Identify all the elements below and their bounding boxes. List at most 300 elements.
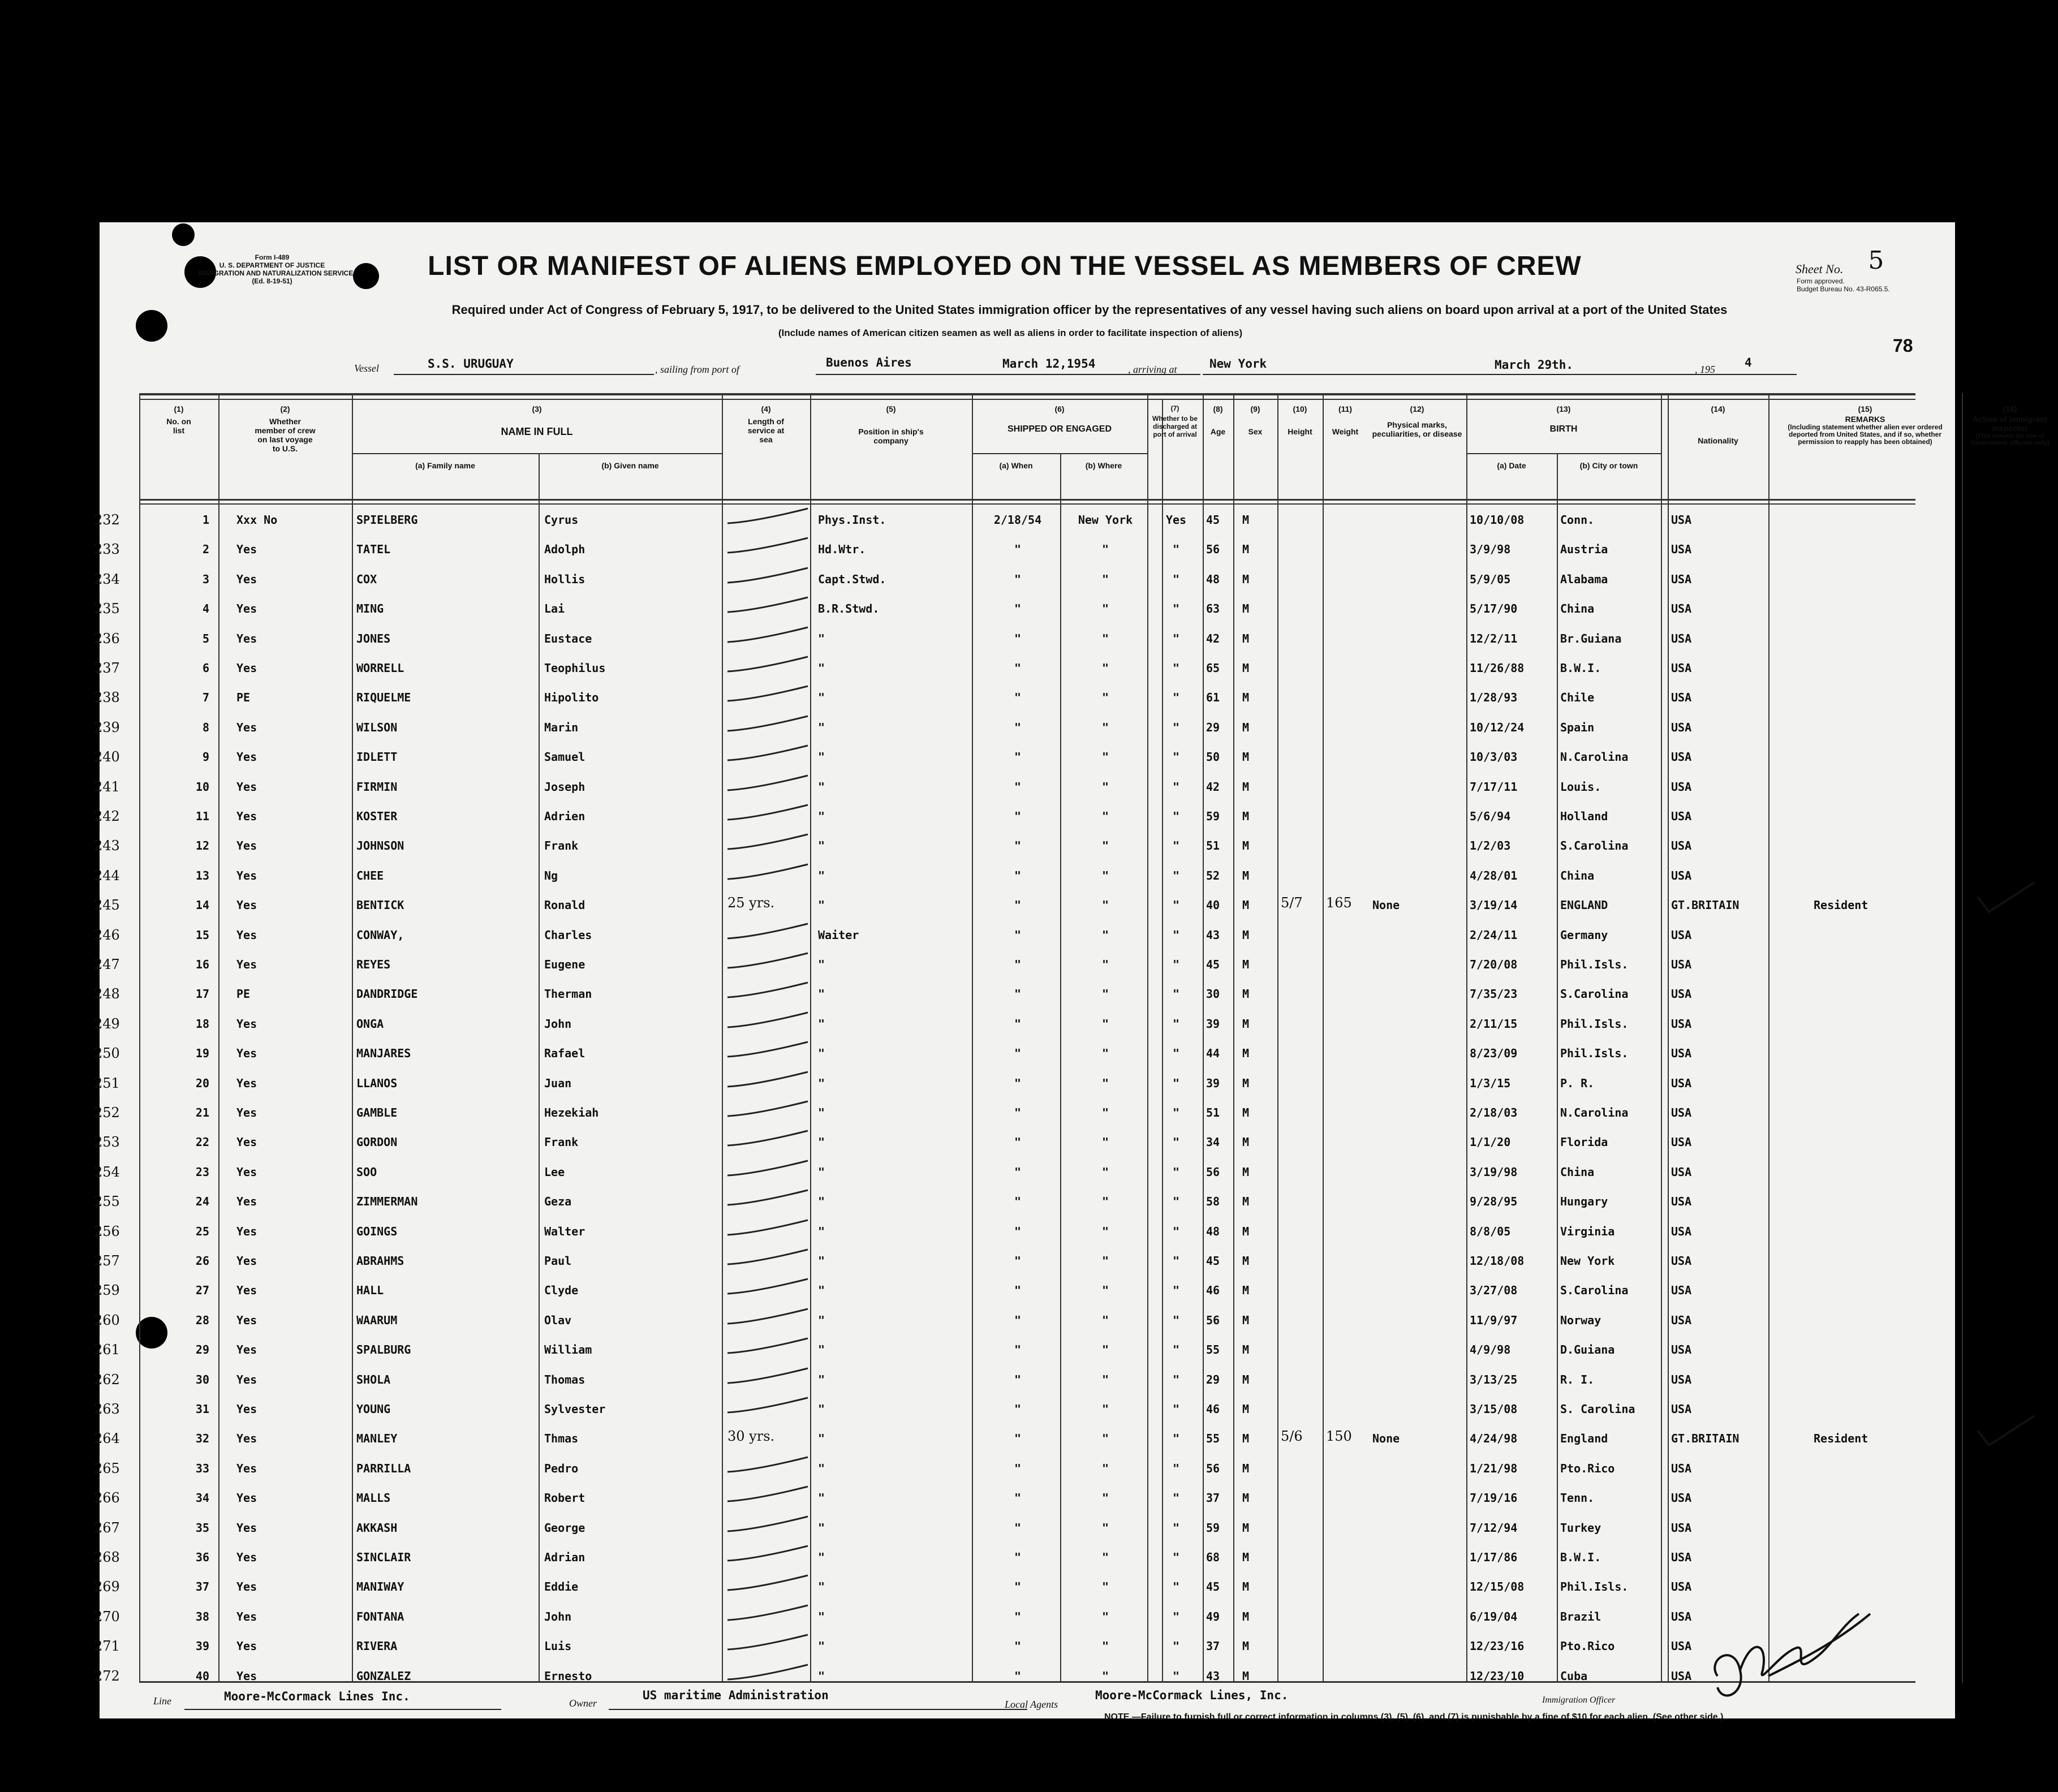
pen-stroke: [725, 1187, 810, 1209]
cell-bdate: 6/19/04: [1470, 1609, 1518, 1623]
cell-age: 39: [1206, 1016, 1220, 1031]
cell-age: 61: [1206, 691, 1220, 705]
cell-bdate: 4/9/98: [1470, 1343, 1511, 1357]
cell-age: 63: [1206, 602, 1220, 616]
cell-family: TATEL: [356, 542, 391, 557]
pen-stroke: [725, 1306, 810, 1328]
cell-position: ": [818, 691, 825, 705]
cell-when: ": [1014, 1283, 1022, 1298]
cell-sex: M: [1242, 750, 1250, 764]
header-col-10-number: (10): [1293, 404, 1307, 413]
cell-position: ": [818, 1461, 825, 1475]
cell-no: 1: [202, 513, 209, 527]
cell-nat: USA: [1671, 868, 1692, 882]
cell-when: ": [1014, 631, 1022, 645]
cell-prev: Yes: [236, 898, 257, 912]
cell-disch: ": [1172, 1165, 1180, 1179]
cell-prev: Yes: [236, 1135, 257, 1149]
cell-no: 40: [195, 1669, 209, 1683]
cell-position: Capt.Stwd.: [818, 572, 886, 586]
cell-no: 23: [195, 1165, 209, 1179]
cell-position: ": [818, 1254, 825, 1268]
cell-sex: M: [1242, 720, 1250, 734]
cell-disch: ": [1172, 1550, 1180, 1564]
cell-disch: ": [1172, 1639, 1180, 1653]
cell-where: ": [1101, 1135, 1109, 1149]
cell-when: ": [1014, 720, 1022, 734]
cell-nat: USA: [1671, 1402, 1692, 1416]
cell-where: ": [1101, 1639, 1109, 1653]
cell-when: ": [1014, 1491, 1022, 1505]
pen-stroke: [725, 505, 810, 528]
cell-prev: Yes: [236, 958, 257, 971]
cell-prev: Yes: [236, 1076, 257, 1090]
cell-nat: USA: [1671, 1669, 1692, 1683]
cell-sex: M: [1242, 1461, 1250, 1475]
cell-given: Hipolito: [544, 691, 599, 705]
cell-no: 22: [195, 1135, 209, 1149]
header-height: [1277, 404, 1323, 436]
cell-age: 45: [1206, 1254, 1220, 1268]
cell-nat: USA: [1671, 1491, 1692, 1505]
header-col-6-number: (6): [1054, 404, 1065, 413]
cell-prev: Yes: [236, 1165, 257, 1179]
cell-age: 68: [1206, 1550, 1220, 1564]
cell-sex: M: [1242, 661, 1250, 675]
cell-no: 3: [202, 572, 209, 586]
cell-prev: Yes: [236, 1254, 257, 1268]
cell-where: ": [1101, 1046, 1109, 1061]
header-family-name: (a) Family name: [415, 461, 475, 470]
table-row: [94, 716, 1915, 746]
cell-disch: ": [1172, 1609, 1180, 1623]
document-title: LIST OR MANIFEST OF ALIENS EMPLOYED ON THE VESSEL AS MEMBERS OF CREW: [428, 251, 1582, 281]
cell-when: ": [1014, 987, 1022, 1001]
header-col-14-number: (14): [1711, 404, 1725, 413]
header-birth-city: (b) City or town: [1579, 461, 1638, 470]
cell-disch: ": [1172, 1461, 1180, 1475]
cell-family: AKKASH: [356, 1520, 398, 1535]
cell-age: 59: [1206, 1520, 1220, 1535]
cell-age: 39: [1206, 1076, 1220, 1090]
sequence-number: 249: [94, 1015, 120, 1032]
cell-sex: M: [1242, 691, 1250, 705]
sequence-number: 235: [94, 601, 120, 617]
cell-bplace: Phil.Isls.: [1560, 1016, 1629, 1031]
cell-bplace: Hungary: [1560, 1195, 1608, 1209]
cell-position: ": [818, 1372, 825, 1386]
cell-nat: USA: [1671, 602, 1692, 616]
cell-where: ": [1101, 572, 1109, 586]
header-col-9-number: (9): [1250, 404, 1260, 413]
header-col-15-sublabel: (Including statement whether alien ever ordered deported from United States, and if so, whether permission to reapply has been obtained): [1788, 423, 1943, 446]
cell-when: ": [1014, 1165, 1022, 1179]
arrival-port: New York: [1209, 357, 1267, 371]
cell-sex: M: [1242, 1313, 1250, 1327]
cell-bplace: England: [1560, 1432, 1608, 1446]
cell-bplace: Germany: [1560, 928, 1608, 942]
cell-prev: Yes: [236, 661, 257, 675]
cell-nat: USA: [1671, 1195, 1692, 1209]
cell-no: 29: [195, 1343, 209, 1357]
cell-bdate: 1/28/93: [1470, 691, 1518, 705]
cell-bdate: 5/6/94: [1470, 809, 1511, 823]
table-row: [94, 953, 1915, 983]
sequence-number: 271: [94, 1638, 120, 1655]
cell-where: ": [1101, 779, 1109, 794]
header-col-11-label: Weight: [1332, 427, 1359, 436]
cell-given: Lee: [544, 1165, 565, 1179]
cell-bdate: 2/18/03: [1470, 1106, 1518, 1119]
header-nationality: [1668, 404, 1768, 445]
header-col-15-number: (15): [1858, 404, 1872, 413]
cell-bdate: 3/15/08: [1470, 1402, 1518, 1416]
check-mark-icon: [1972, 880, 2040, 914]
cell-prev: Yes: [236, 779, 257, 794]
sequence-number: 238: [94, 690, 120, 706]
cell-bdate: 4/28/01: [1470, 868, 1518, 882]
cell-where: ": [1101, 928, 1109, 942]
pen-stroke: [725, 1069, 810, 1091]
cell-prev: Yes: [236, 839, 257, 853]
cell-prev: Yes: [236, 631, 257, 645]
pen-stroke: [725, 624, 810, 647]
form-edition: (Ed. 8-19-51): [252, 277, 292, 285]
pen-stroke: [725, 1454, 810, 1476]
sequence-number: 248: [94, 986, 120, 1002]
cell-nat: USA: [1671, 1580, 1692, 1594]
cell-prev: Yes: [236, 1669, 257, 1683]
table-row: [94, 1398, 1915, 1427]
cell-given: Ronald: [544, 898, 585, 912]
cell-remarks: Resident: [1814, 898, 1868, 912]
sequence-number: 263: [94, 1401, 120, 1417]
cell-when: ": [1014, 868, 1022, 882]
cell-family: IDLETT: [356, 750, 398, 764]
cell-bdate: 1/3/15: [1470, 1076, 1511, 1090]
cell-given: Adrien: [544, 809, 585, 823]
cell-sex: M: [1242, 958, 1250, 971]
cell-when: ": [1014, 1402, 1022, 1416]
pen-stroke: [725, 713, 810, 735]
approval-block: [1797, 277, 1890, 293]
cell-prev: Yes: [236, 1195, 257, 1209]
cell-prev: Yes: [236, 1313, 257, 1327]
sequence-number: 234: [94, 571, 120, 587]
cell-bdate: 8/8/05: [1470, 1224, 1511, 1238]
cell-nat: USA: [1671, 720, 1692, 734]
header-weight: [1323, 404, 1368, 436]
pen-stroke: [725, 1631, 810, 1654]
cell-when: ": [1014, 779, 1022, 794]
cell-position: ": [818, 1580, 825, 1594]
cell-age: 55: [1206, 1343, 1220, 1357]
cell-given: Teophilus: [544, 661, 606, 675]
pen-stroke: [725, 861, 810, 884]
approval-line-2: Budget Bureau No. 43-R065.5.: [1797, 285, 1890, 293]
cell-sex: M: [1242, 1343, 1250, 1357]
cell-given: Walter: [544, 1224, 585, 1238]
cell-no: 38: [195, 1609, 209, 1623]
cell-family: MANIWAY: [356, 1580, 404, 1594]
cell-prev: PE: [236, 987, 251, 1001]
cell-bdate: 7/19/16: [1470, 1491, 1518, 1505]
header-col-16-sublabel: (This column for use of Government officials only): [1970, 433, 2050, 446]
cell-where: ": [1101, 1491, 1109, 1505]
cell-nat: USA: [1671, 1372, 1692, 1386]
cell-prev: Yes: [236, 1580, 257, 1594]
pen-stroke: [725, 1098, 810, 1121]
pen-stroke: [725, 920, 810, 943]
cell-prev: Yes: [236, 868, 257, 882]
cell-when: ": [1014, 1580, 1022, 1594]
pen-stroke: [725, 802, 810, 824]
cell-nat: USA: [1671, 661, 1692, 675]
cell-when: ": [1014, 1432, 1022, 1446]
check-mark-icon: [1972, 1414, 2040, 1448]
cell-family: PARRILLA: [356, 1461, 411, 1475]
cell-given: Adolph: [544, 542, 585, 557]
table-row: [94, 1457, 1915, 1487]
cell-disch: ": [1172, 1432, 1180, 1446]
cell-nat: USA: [1671, 1165, 1692, 1179]
cell-bdate: 7/35/23: [1470, 987, 1518, 1001]
cell-family: RIQUELME: [356, 691, 411, 705]
table-row: [94, 1368, 1915, 1398]
cell-given: Thmas: [544, 1432, 579, 1446]
cell-where: ": [1101, 1432, 1109, 1446]
cell-prev: Xxx No: [236, 513, 278, 527]
cell-nat: USA: [1671, 1313, 1692, 1327]
cell-sex: M: [1242, 1106, 1250, 1119]
cell-prev: Yes: [236, 542, 257, 557]
cell-height: 5/7: [1281, 895, 1303, 911]
cell-when: ": [1014, 602, 1022, 616]
cell-no: 6: [202, 661, 209, 675]
cell-given: Joseph: [544, 779, 585, 794]
cell-marks: None: [1372, 1432, 1400, 1446]
cell-where: ": [1101, 1195, 1109, 1209]
cell-no: 37: [195, 1580, 209, 1594]
cell-where: ": [1101, 691, 1109, 705]
cell-bplace: S.Carolina: [1560, 987, 1629, 1001]
officer-label: Immigration Officer: [1542, 1695, 1616, 1705]
cell-weight: 150: [1326, 1428, 1352, 1445]
cell-prev: Yes: [236, 1432, 257, 1446]
header-col-6-label: SHIPPED OR ENGAGED: [1007, 424, 1112, 434]
cell-sex: M: [1242, 1135, 1250, 1149]
header-col-16-number: (16): [2003, 404, 2017, 413]
cell-sex: M: [1242, 1283, 1250, 1298]
table-row: [94, 568, 1915, 597]
cell-where: ": [1101, 1580, 1109, 1594]
table-row: [94, 746, 1915, 775]
sequence-number: 272: [94, 1668, 120, 1684]
cell-when: ": [1014, 898, 1022, 912]
cell-bdate: 5/9/05: [1470, 572, 1511, 586]
cell-age: 45: [1206, 513, 1220, 527]
cell-nat: USA: [1671, 572, 1692, 586]
cell-prev: Yes: [236, 1224, 257, 1238]
cell-disch: ": [1172, 720, 1180, 734]
cell-nat: USA: [1671, 1135, 1692, 1149]
form-service: IMMIGRATION AND NATURALIZATION SERVICE: [199, 269, 354, 277]
cell-bplace: R. I.: [1560, 1372, 1595, 1386]
sequence-number: 244: [94, 867, 120, 884]
cell-bdate: 12/2/11: [1470, 631, 1518, 645]
pen-stroke: [725, 565, 810, 587]
sequence-number: 256: [94, 1223, 120, 1239]
cell-given: Pedro: [544, 1461, 579, 1475]
cell-given: Marin: [544, 720, 579, 734]
sequence-number: 254: [94, 1164, 120, 1180]
cell-position: ": [818, 1046, 825, 1061]
cell-disch: ": [1172, 839, 1180, 853]
cell-given: Frank: [544, 839, 579, 853]
cell-age: 50: [1206, 750, 1220, 764]
cell-sex: M: [1242, 631, 1250, 645]
cell-nat: USA: [1671, 513, 1692, 527]
cell-position: ": [818, 1491, 825, 1505]
cell-prev: PE: [236, 691, 251, 705]
cell-disch: ": [1172, 1313, 1180, 1327]
cell-no: 16: [195, 958, 209, 971]
cell-bdate: 4/24/98: [1470, 1432, 1518, 1446]
cell-no: 11: [195, 809, 209, 823]
cell-age: 37: [1206, 1639, 1220, 1653]
cell-position: Hd.Wtr.: [818, 542, 866, 557]
cell-nat: GT.BRITAIN: [1671, 898, 1740, 912]
cell-age: 48: [1206, 1224, 1220, 1238]
cell-sex: M: [1242, 1520, 1250, 1535]
cell-disch: ": [1172, 1106, 1180, 1119]
table-row: [94, 834, 1915, 864]
cell-disch: ": [1172, 898, 1180, 912]
cell-family: GOINGS: [356, 1224, 398, 1238]
cell-prev: Yes: [236, 1491, 257, 1505]
cell-age: 30: [1206, 987, 1220, 1001]
sequence-number: 241: [94, 778, 120, 795]
cell-given: Robert: [544, 1491, 585, 1505]
cell-family: CONWAY,: [356, 928, 404, 942]
cell-no: 17: [195, 987, 209, 1001]
cell-age: 56: [1206, 542, 1220, 557]
cell-sex: M: [1242, 602, 1250, 616]
cell-disch: ": [1172, 1669, 1180, 1683]
cell-family: MALLS: [356, 1491, 391, 1505]
cell-where: ": [1101, 1520, 1109, 1535]
cell-nat: USA: [1671, 1343, 1692, 1357]
sequence-number: 260: [94, 1312, 120, 1328]
pen-stroke: [725, 1335, 810, 1358]
cell-given: Eustace: [544, 631, 592, 645]
cell-position: ": [818, 1639, 825, 1653]
header-col-14-label: Nationality: [1698, 436, 1738, 445]
header-col-2-number: (2): [280, 404, 290, 413]
cell-bplace: New York: [1560, 1254, 1615, 1268]
cell-bplace: Cuba: [1560, 1669, 1588, 1683]
cell-sex: M: [1242, 1432, 1250, 1446]
cell-bplace: Florida: [1560, 1135, 1608, 1149]
pen-stroke: [725, 1543, 810, 1565]
cell-age: 29: [1206, 720, 1220, 734]
cell-nat: USA: [1671, 542, 1692, 557]
pen-stroke: [725, 950, 810, 972]
cell-position: ": [818, 1432, 825, 1446]
header-col-2-label: Whether member of crew on last voyage to U.S.: [255, 417, 316, 453]
cell-family: GORDON: [356, 1135, 398, 1149]
document-subtitle: Required under Act of Congress of February 5, 1917, to be delivered to the United States immigration officer by the representatives of any vessel having such aliens on board upon arrival at a port of the United States: [451, 303, 1728, 317]
cell-when: ": [1014, 1224, 1022, 1238]
cell-where: ": [1101, 1550, 1109, 1564]
table-row: [94, 1427, 1915, 1457]
cell-position: ": [818, 750, 825, 764]
cell-position: ": [818, 1609, 825, 1623]
cell-sex: M: [1242, 779, 1250, 794]
cell-family: FONTANA: [356, 1609, 404, 1623]
cell-sex: M: [1242, 1639, 1250, 1653]
punch-hole: [353, 263, 379, 289]
sequence-number: 232: [94, 512, 120, 528]
cell-age: 55: [1206, 1432, 1220, 1446]
cell-family: SINCLAIR: [356, 1550, 411, 1564]
pen-stroke: [725, 1276, 810, 1298]
cell-position: ": [818, 1520, 825, 1535]
cell-nat: USA: [1671, 1106, 1692, 1119]
cell-prev: Yes: [236, 1106, 257, 1119]
table-row: [94, 1487, 1915, 1516]
cell-position: ": [818, 631, 825, 645]
cell-no: 36: [195, 1550, 209, 1564]
header-col-4-label: Length of service at sea: [747, 417, 785, 444]
cell-prev: Yes: [236, 1639, 257, 1653]
table-row: [94, 597, 1915, 627]
cell-prev: Yes: [236, 720, 257, 734]
cell-given: Geza: [544, 1195, 572, 1209]
cell-given: Rafael: [544, 1046, 585, 1061]
cell-sex: M: [1242, 542, 1250, 557]
cell-nat: USA: [1671, 1283, 1692, 1298]
cell-no: 28: [195, 1313, 209, 1327]
cell-age: 40: [1206, 898, 1220, 912]
sequence-number: 233: [94, 541, 120, 558]
header-previous-voyage: [218, 404, 352, 453]
cell-no: 39: [195, 1639, 209, 1653]
cell-bplace: Holland: [1560, 809, 1608, 823]
cell-disch: ": [1172, 750, 1180, 764]
cell-when: ": [1014, 750, 1022, 764]
cell-position: ": [818, 1016, 825, 1031]
header-remarks: [1768, 404, 1962, 446]
table-row: [94, 1220, 1915, 1250]
cell-where: ": [1101, 898, 1109, 912]
form-number: Form I-489: [255, 253, 290, 261]
cell-where: ": [1101, 1343, 1109, 1357]
cell-where: ": [1101, 1283, 1109, 1298]
cell-where: ": [1101, 839, 1109, 853]
cell-position: ": [818, 839, 825, 853]
cell-bplace: Turkey: [1560, 1520, 1601, 1535]
cell-age: 51: [1206, 1106, 1220, 1119]
cell-where: ": [1101, 809, 1109, 823]
cell-family: MANLEY: [356, 1432, 398, 1446]
table-row: [94, 1042, 1915, 1071]
cell-position: ": [818, 898, 825, 912]
cell-no: 20: [195, 1076, 209, 1090]
cell-position: ": [818, 809, 825, 823]
year-digit: 4: [1745, 356, 1752, 369]
cell-given: Olav: [544, 1313, 572, 1327]
